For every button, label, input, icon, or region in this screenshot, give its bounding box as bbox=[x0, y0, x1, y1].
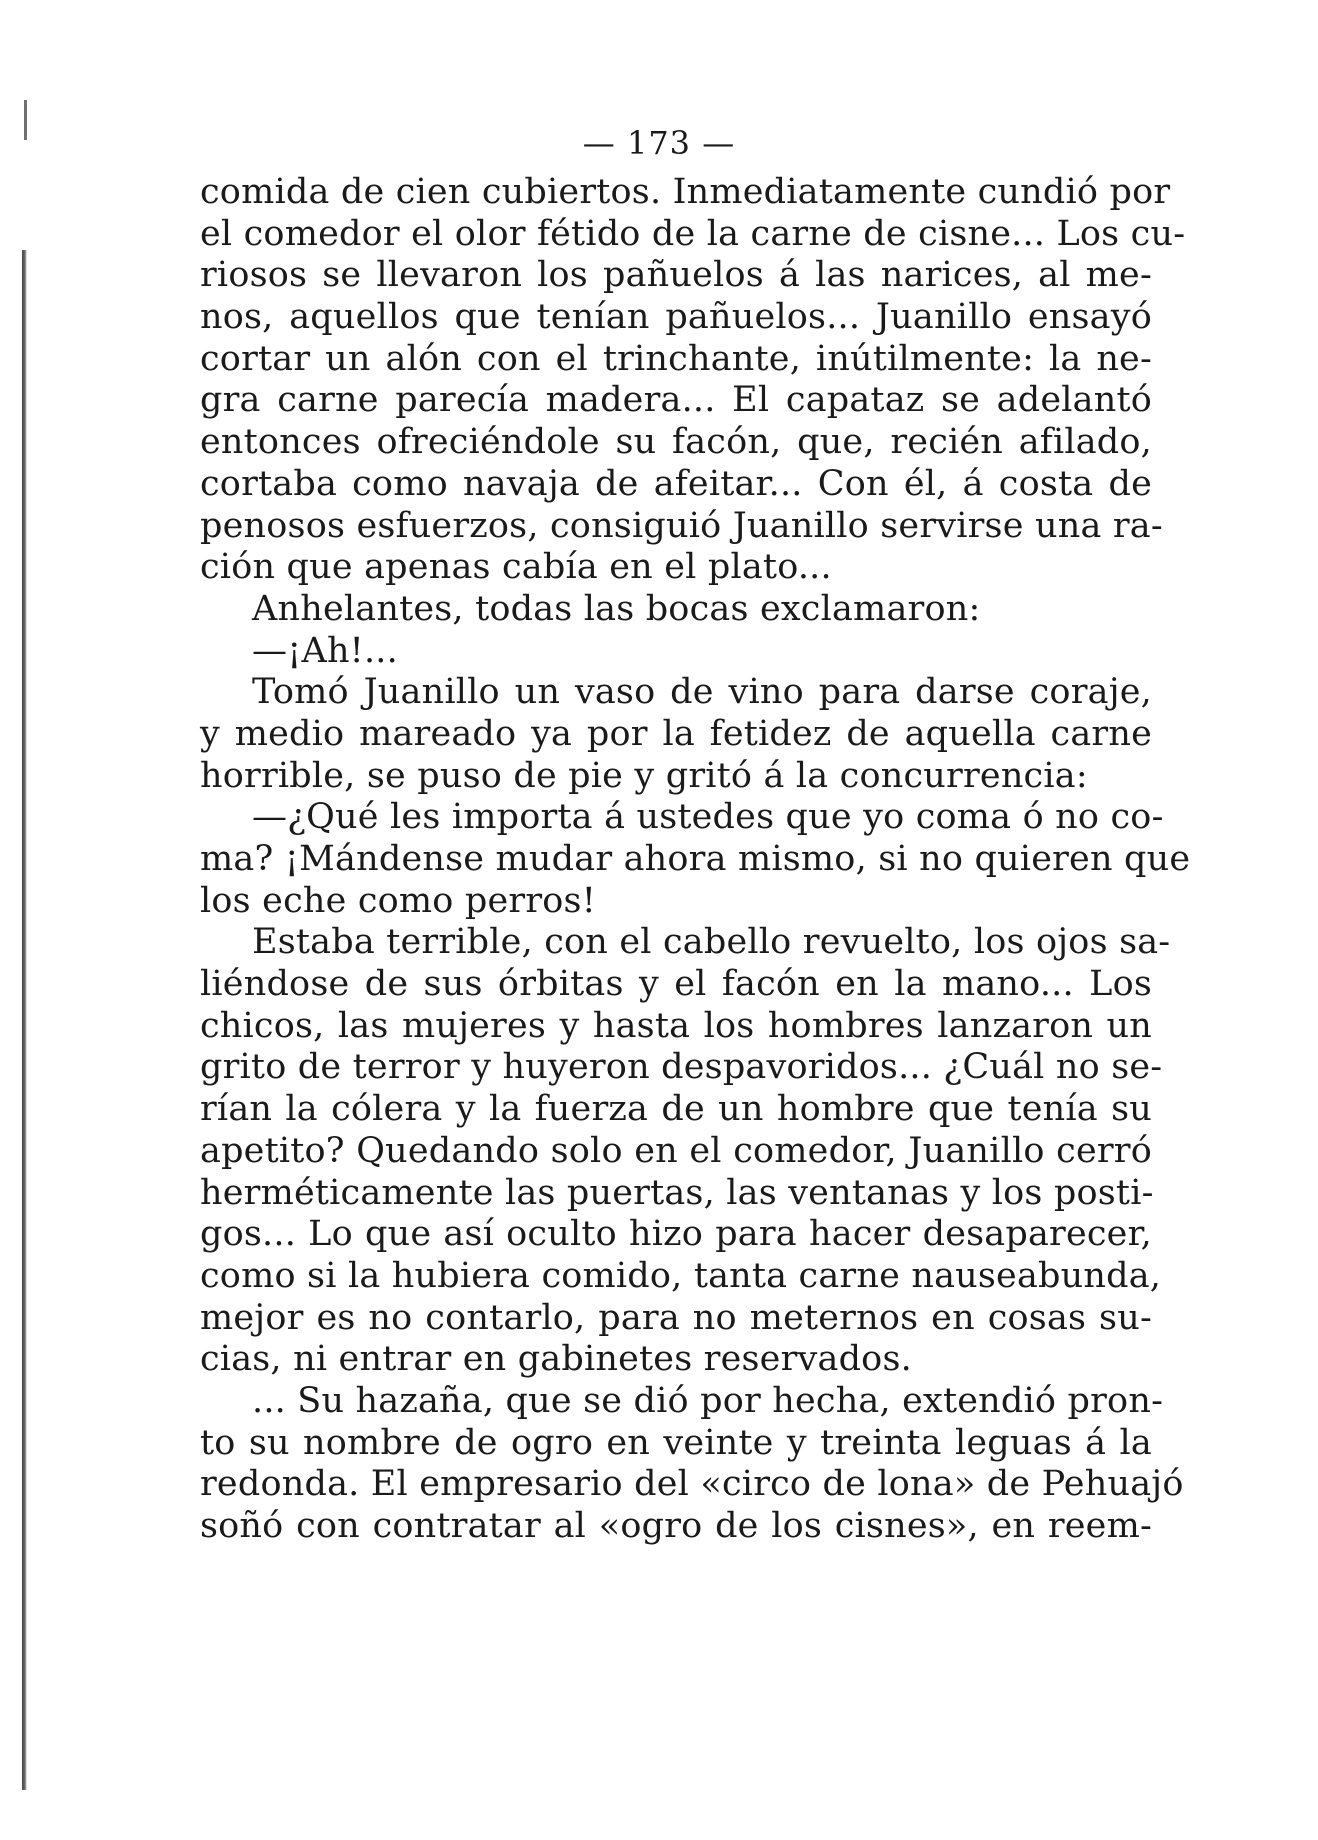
text-line: rían la cólera y la fuerza de un hombre que tenía su bbox=[200, 1089, 1152, 1130]
text-line: ción que apenas cabía en el plato... bbox=[200, 547, 832, 588]
text-line: riosos se llevaron los pañuelos á las narices, al me- bbox=[200, 255, 1152, 296]
text-line: cias, ni entrar en gabinetes reservados. bbox=[200, 1339, 912, 1380]
text-line: apetito? Quedando solo en el comedor, Juanillo cerró bbox=[200, 1130, 1152, 1171]
text-line: gos... Lo que así oculto hizo para hacer desaparecer, bbox=[200, 1214, 1152, 1255]
text-line: nos, aquellos que tenían pañuelos... Juanillo ensayó bbox=[200, 297, 1152, 338]
text-line: y medio mareado ya por la fetidez de aquella carne bbox=[200, 713, 1152, 754]
text-line: Tomó Juanillo un vaso de vino para darse coraje, bbox=[252, 672, 1152, 713]
text-line: gra carne parecía madera... El capataz se adelantó bbox=[200, 380, 1152, 421]
text-line: entonces ofreciéndole su facón, que, recién afilado, bbox=[200, 422, 1152, 463]
page-binding-edge bbox=[22, 250, 27, 1790]
text-line: ma? ¡Mándense mudar ahora mismo, si no quieren que bbox=[200, 839, 1191, 879]
text-line: como si la hubiera comido, tanta carne nauseabunda, bbox=[200, 1255, 1162, 1296]
text-line: herméticamente las puertas, las ventanas y los posti- bbox=[200, 1172, 1154, 1213]
text-line: soñó con contratar al «ogro de los cisnes», en reem- bbox=[200, 1506, 1152, 1546]
text-line: ... Su hazaña, que se dió por hecha, extendió pron- bbox=[252, 1380, 1164, 1421]
text-line: —¡Ah!... bbox=[252, 630, 398, 671]
text-line: cortar un alón con el trinchante, inútilmente: la ne- bbox=[200, 338, 1152, 379]
text-line: Estaba terrible, con el cabello revuelto, los ojos sa- bbox=[252, 922, 1171, 963]
text-line: horrible, se puso de pie y gritó á la concurrencia: bbox=[200, 755, 1088, 796]
text-line: to su nombre de ogro en veinte y treinta leguas á la bbox=[200, 1422, 1152, 1463]
text-line: mejor es no contarlo, para no meternos en cosas su- bbox=[200, 1297, 1152, 1338]
text-line: cortaba como navaja de afeitar... Con él, á costa de bbox=[200, 463, 1152, 504]
text-line: liéndose de sus órbitas y el facón en la mano... Los bbox=[200, 964, 1152, 1005]
page-number: — 173 — bbox=[582, 124, 736, 162]
text-line: comida de cien cubiertos. Inmediatamente cundió por bbox=[200, 172, 1171, 212]
text-line: redonda. El empresario del «circo de lona» de Pehuajó bbox=[200, 1464, 1184, 1505]
text-line: —¿Qué les importa á ustedes que yo coma ó no co- bbox=[252, 797, 1164, 838]
text-line: los eche como perros! bbox=[200, 880, 596, 921]
text-line: el comedor el olor fétido de la carne de cisne... Los cu- bbox=[200, 213, 1186, 254]
body-text bbox=[200, 172, 1191, 1548]
text-line: grito de terror y huyeron despavoridos... ¿Cuál no se- bbox=[200, 1047, 1163, 1088]
text-line: penosos esfuerzos, consiguió Juanillo servirse una ra- bbox=[200, 505, 1163, 546]
text-line: chicos, las mujeres y hasta los hombres lanzaron un bbox=[200, 1005, 1152, 1046]
text-line: Anhelantes, todas las bocas exclamaron: bbox=[252, 588, 981, 629]
